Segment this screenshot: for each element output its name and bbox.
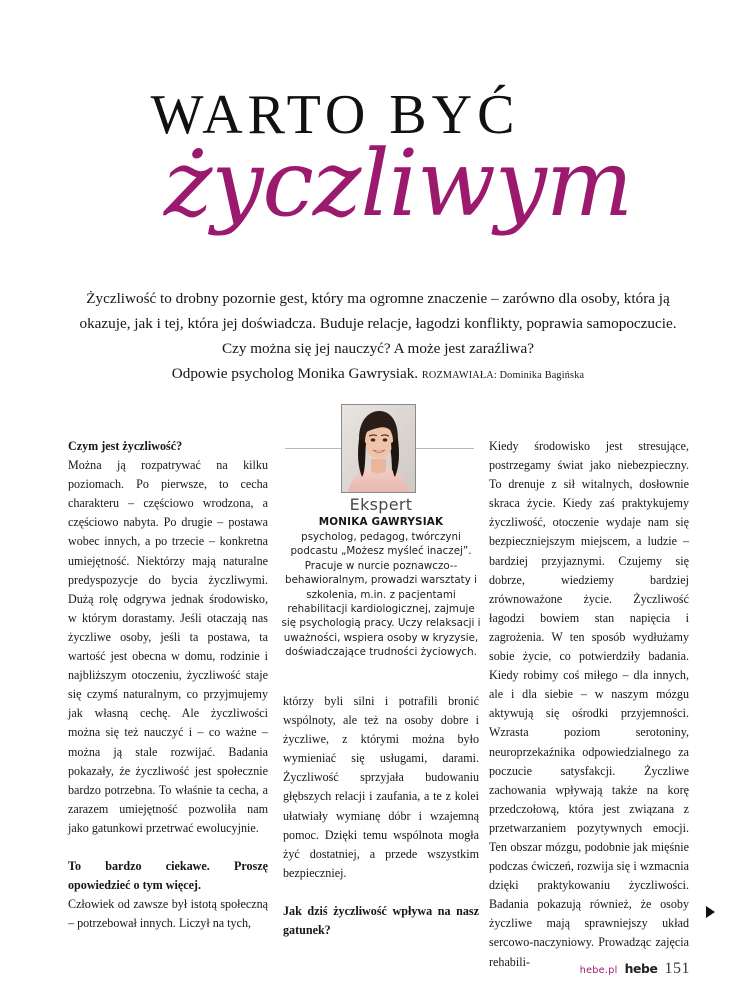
answer-paragraph: Człowiek od zawsze był istotą społeczną – potrzebował innych. Liczył na tych,	[68, 897, 268, 931]
footer-brand-logo: hebe	[624, 961, 658, 976]
page-footer	[580, 960, 690, 978]
interviewer-credit: ROZMAWIAŁA: Dominika Bagińska	[421, 370, 585, 381]
article-column-middle	[283, 692, 479, 940]
lead-byline: Odpowie psycholog Monika Gawrysiak.	[171, 365, 419, 382]
expert-bio: psycholog, pedagog, twórczyni podcastu „Możesz myśleć inaczej”. Pracuje w nurcie poznawczo--behawioralnym, prowadzi warsztaty i szkolenia, m.in. z pacjentami rehabilitacji kardiologicznej, zajmuje się psychologią pracy. Uczy relaksacji i uważności, wspiera osoby w kryzysie, doświadczające trudności życiowych.	[281, 531, 481, 659]
article-lead	[68, 286, 688, 388]
article-title-block	[0, 84, 756, 237]
question-heading: Jak dziś życzliwość wpływa na nasz gatunek?	[283, 903, 479, 938]
answer-paragraph: którzy byli silni i potrafili bronić wspólnoty, ale też na osoby dobre i życzliwe, z którymi można było wymieniać się usługami, darami. Życzliwość sprzyjała budowaniu głębszych relacji i zaufania, a te z kolei ułatwiały wymianę dóbr i wzajemną pomoc. Dzięki temu wspólnota mogła żyć dostatniej, a przede wszystkim bezpieczniej.	[283, 694, 479, 880]
answer-paragraph: Kiedy środowisko jest stresujące, postrzegamy świat jako niebezpieczny. To drenuje z sił witalnych, dosłownie skraca życie. Kiedy zaś praktykujemy życzliwość, otoczenie wydaje nam się bezpieczniejszym miejscem, a ludzie – bardziej przyjaznymi. Czujemy się dobrze, wiedziemy bardziej zrównoważone życie. Życzliwość łagodzi bowiem stan napięcia i zagrożenia. W ten sposób wydłużamy sobie życie, co potwierdziły badania. Kiedy robimy coś miłego – dla innych, ale i dla siebie – w naszym mózgu aktywują się ośrodki przyjemności. Wzrasta poziom serotoniny, neuroprzekaźnika odpowiedzialnego za poczucie satysfakcji. Życzliwe zachowania wpływają także na korę przedczołową, która jest związana z przetwarzaniem pozytywnych emocji. Ten obszar mózgu, podobnie jak mięśnie podczas ćwiczeń, rozwija się i wzmacnia dzięki praktykowaniu życzliwości. Badania pokazują również, że osoby życzliwe mają sprawniejszy układ sercowo-naczyniowy. Prowadząc zajęcia rehabili-	[489, 439, 689, 969]
divider-rule-left	[285, 448, 347, 449]
question-heading: Czym jest życzliwość?	[68, 439, 183, 453]
article-column-left	[68, 437, 268, 933]
page-title-line2: życzliwym	[163, 130, 633, 237]
portrait-illustration	[342, 405, 415, 492]
expert-label: Ekspert	[349, 495, 413, 514]
divider-rule-right	[412, 448, 474, 449]
article-column-right	[489, 437, 689, 972]
continue-arrow-icon	[706, 906, 715, 918]
question-heading: To bardzo ciekawe. Proszę opowiedzieć o tym więcej.	[68, 858, 268, 893]
expert-portrait-photo	[341, 404, 416, 493]
lead-paragraph: Życzliwość to drobny pozornie gest, który ma ogromne znaczenie – zarówno dla osoby, która ją okazuje, jak i tej, która jej doświadcza. Buduje relacje, łagodzi konflikty, poprawia samopoczucie. Czy można się jej nauczyć? A może jest zaraźliwa?	[79, 290, 677, 357]
expert-name: MONIKA GAWRYSIAK	[318, 516, 444, 528]
footer-website-url: hebe.pl	[579, 965, 618, 976]
answer-paragraph: Można ją rozpatrywać na kilku poziomach. Po pierwsze, to cecha charakteru – częściowo wrodzona, a częściowo nabyta. Po drugie – postawa wobec innych, a po trzecie – konkretna umiejętność. Niektórzy mają naturalne predyspozycje do bycia życzliwymi. Dużą rolę odgrywa jednak środowisko, w którym dorastamy. Jeśli otaczają nas życzliwe osoby, jeśli ta postawa, ta wartość jest obecna w domu, rodzinie i najbliższym otoczeniu, życzliwość staje się czymś naturalnym, co przyjmujemy jak własną cechę. Ale życzliwości można się też nauczyć i – co ważne – można ją stale rozwijać. Badania pokazały, że życzliwość jest społecznie bardzo potrzebna. To właśnie ta cecha, a zarazem umiejętność pozwoliła nam jako gatunkowi przetrwać ewolucyjnie.	[68, 458, 268, 835]
page-number: 151	[664, 960, 690, 977]
page-title-line1: WARTO BYĆ	[150, 84, 520, 146]
expert-info-box	[281, 495, 481, 660]
